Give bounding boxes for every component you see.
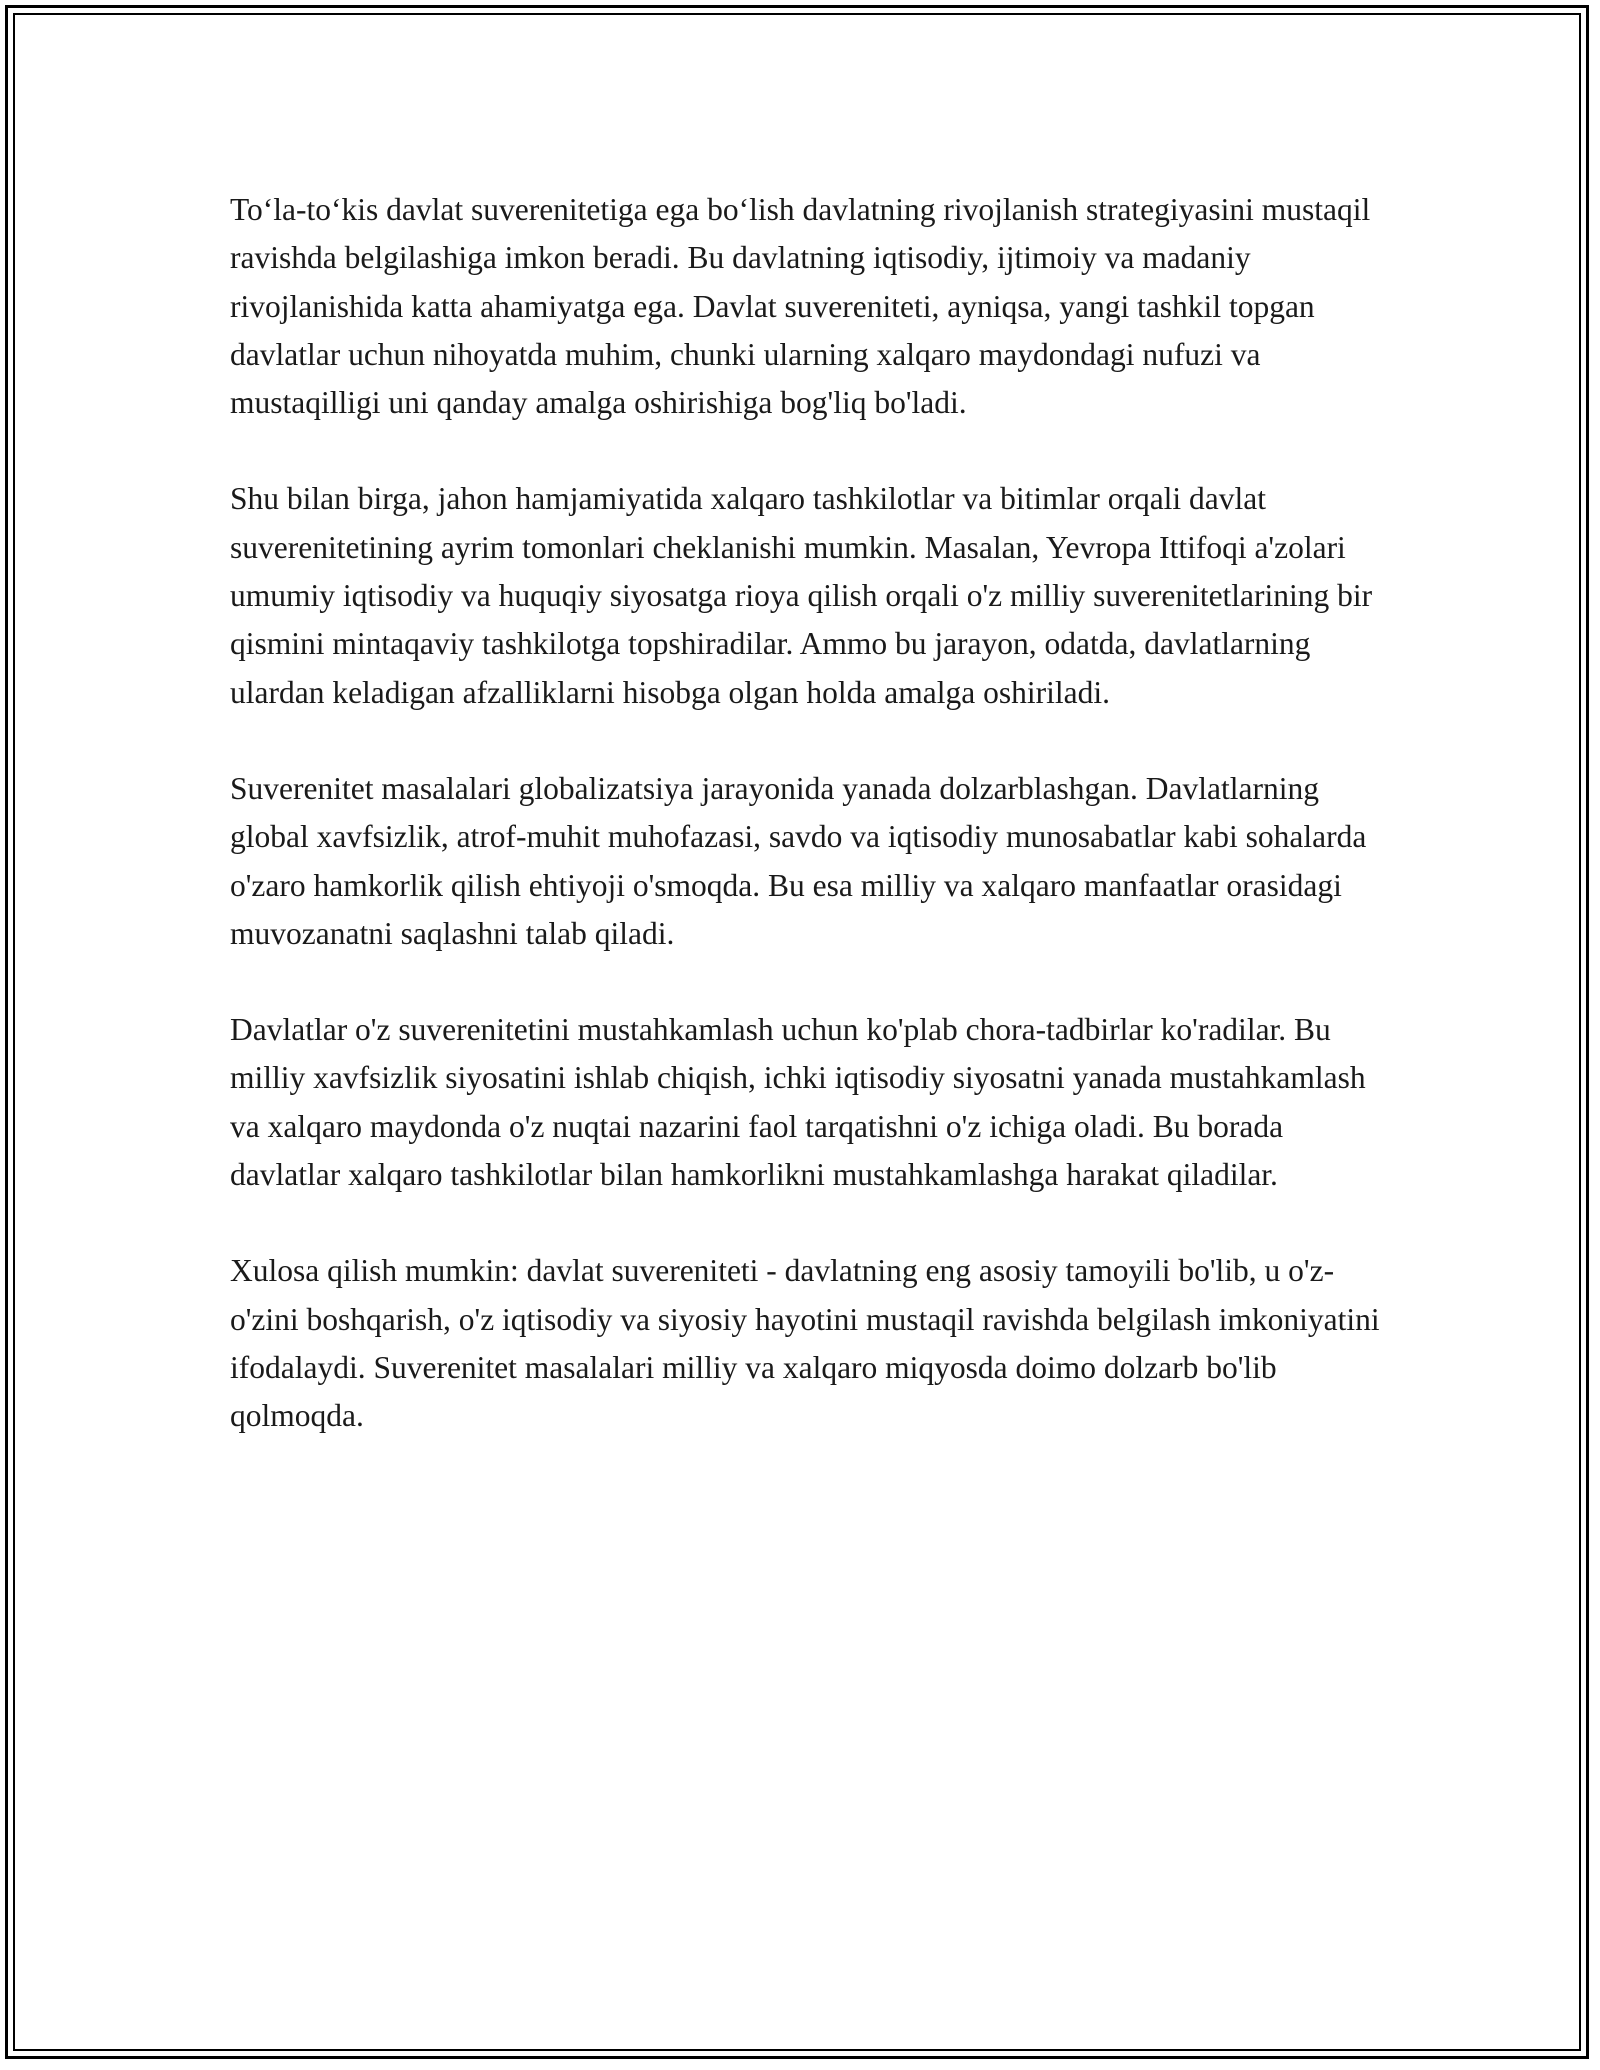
paragraph: To‘la-to‘kis davlat suverenitetiga ega bo‘lish davlatning rivojlanish strategiyasini mustaqil ravishda belgilashiga imkon beradi. Bu davlatning iqtisodiy, ijtimoiy va madaniy rivojlanishida katta ahamiyatga ega. Davlat suvereniteti, ayniqsa, yangi tashkil topgan davlatlar uchun nihoyatda muhim, chunki ularning xalqaro maydondagi nufuzi va mustaqilligi uni qanday amalga oshirishiga bog'liq bo'ladi. bbox=[230, 192, 1371, 421]
document-body bbox=[230, 186, 1380, 1489]
paragraph: Shu bilan birga, jahon hamjamiyatida xalqaro tashkilotlar va bitimlar orqali davlat suverenitetining ayrim tomonlari cheklanishi mumkin. Masalan, Yevropa Ittifoqi a'zolari umumiy iqtisodiy va huquqiy siyosatga rioya qilish orqali o'z milliy suverenitetlarining bir qismini mintaqaviy tashkilotga topshiradilar. Ammo bu jarayon, odatda, davlatlarning ulardan keladigan afzalliklarni hisobga olgan holda amalga oshiriladi. bbox=[230, 481, 1373, 710]
paragraph: Suverenitet masalalari globalizatsiya jarayonida yanada dolzarblashgan. Davlatlarning global xavfsizlik, atrof-muhit muhofazasi, savdo va iqtisodiy munosabatlar kabi sohalarda o'zaro hamkorlik qilish ehtiyoji o'smoqda. Bu esa milliy va xalqaro manfaatlar orasidagi muvozanatni saqlashni talab qiladi. bbox=[230, 770, 1367, 951]
paragraph: Davlatlar o'z suverenitetini mustahkamlash uchun ko'plab chora-tadbirlar ko'radilar. Bu milliy xavfsizlik siyosatini ishlab chiqish, ichki iqtisodiy siyosatni yanada mustahkamlash va xalqaro maydonda o'z nuqtai nazarini faol tarqatishni o'z ichiga oladi. Bu borada davlatlar xalqaro tashkilotlar bilan hamkorlikni mustahkamlashga harakat qiladilar. bbox=[230, 1012, 1366, 1193]
paragraph: Xulosa qilish mumkin: davlat suvereniteti - davlatning eng asosiy tamoyili bo'lib, u o'z-o'zini boshqarish, o'z iqtisodiy va siyosiy hayotini mustaqil ravishda belgilash imkoniyatini ifodalaydi. Suverenitet masalalari milliy va xalqaro miqyosda doimo dolzarb bo'lib qolmoqda. bbox=[230, 1253, 1380, 1434]
